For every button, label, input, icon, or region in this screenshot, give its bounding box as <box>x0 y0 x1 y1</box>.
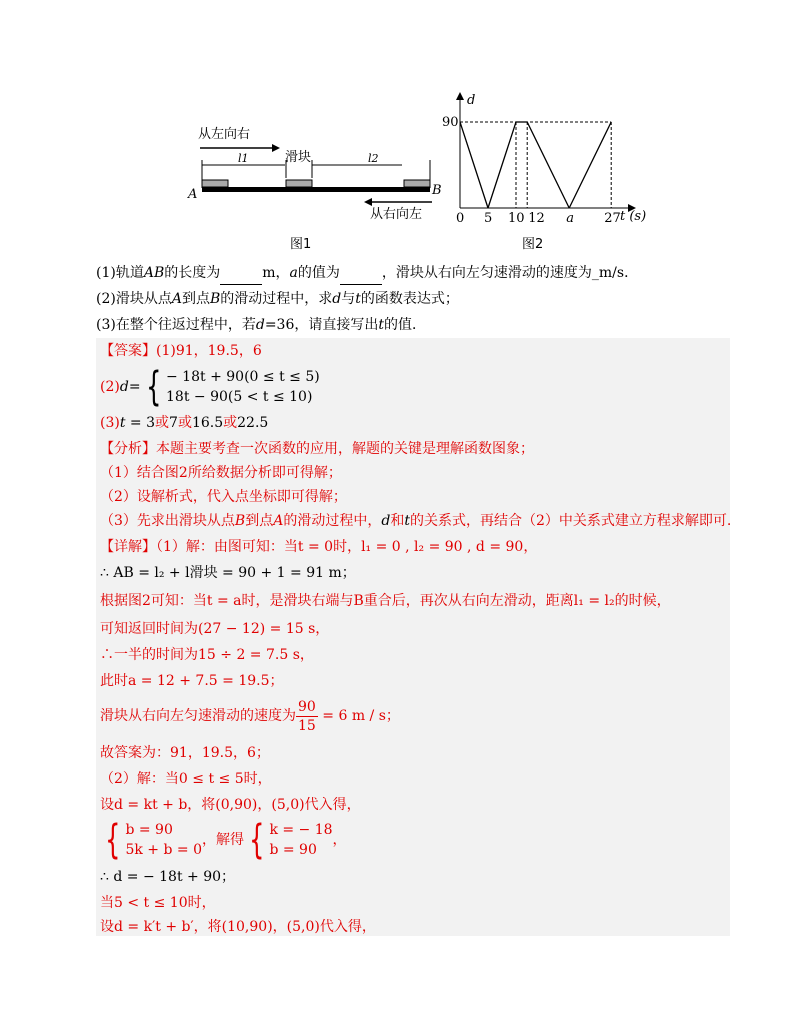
s3e: 的滑动过程中， <box>283 513 382 529</box>
q3-text-a: (3)在整个往返过程中，若 <box>96 317 256 333</box>
q3-t: t <box>378 317 384 333</box>
question-1 <box>96 262 638 285</box>
detail-7-suffix: = 6 m / s； <box>317 708 400 724</box>
answer-3-v3: 16.5 <box>191 415 224 431</box>
detail-label: 【详解】 <box>100 539 156 555</box>
y-axis-arrow <box>456 92 464 100</box>
q2-d: d <box>332 291 342 307</box>
detail-5: ∴一半的时间为15 ÷ 2 = 7.5 s， <box>100 647 314 663</box>
answer-line-2 <box>100 364 320 410</box>
q2-text-g: 与 <box>341 291 356 307</box>
answer-3-v2: 7 <box>169 415 178 431</box>
answer-3-prefix: (3) <box>100 415 120 431</box>
figure2-caption: 图2 <box>522 237 544 252</box>
detail-10: 设d = kt + b，将(0,90)，(5,0)代入得， <box>100 797 361 813</box>
block-left <box>202 180 228 187</box>
series-segment <box>460 122 488 208</box>
answer-3-eq: = 3 <box>125 415 156 431</box>
l1-label: l1 <box>238 152 249 165</box>
arrow-right-head <box>272 144 280 152</box>
detail-system <box>100 818 347 862</box>
series-segment <box>488 122 516 208</box>
detail-12: ∴ d = − 18t + 90； <box>100 869 236 885</box>
x-tick-label: 0 <box>456 211 465 226</box>
q1-a: a <box>289 265 298 281</box>
q1-text-f: 的值为 <box>297 265 340 281</box>
q1-blank-2 <box>340 262 382 285</box>
detail-6: 此时a = 12 + 7.5 = 19.5； <box>100 673 284 689</box>
point-a-label: A <box>188 187 198 202</box>
figure1-caption: 图1 <box>290 237 312 252</box>
q1-text-a: (1)轨道 <box>96 265 144 281</box>
arrow-bottom-label: 从右向左 <box>370 207 423 222</box>
sys-mid: ，解得 <box>201 832 244 848</box>
figures-svg <box>180 80 650 260</box>
speed-fraction <box>296 698 318 735</box>
s3i: 的关系式，再结合（2）中关系式建立方程求解即可. <box>409 513 732 529</box>
analysis-text: 本题主要考查一次函数的应用，解题的关键是理解函数图象； <box>156 441 534 457</box>
s3a: （3）先求出滑块从点 <box>100 513 235 529</box>
detail-8: 故答案为：91，19.5，6； <box>100 745 270 761</box>
sys2b: b = 90 <box>269 842 317 858</box>
figure-area <box>180 80 650 260</box>
detail-3: 根据图2可知：当t = a时，是滑块右端与B重合后，再次从右向左滑动，距离l₁ = l₂的时候， <box>100 593 671 609</box>
answer-panel <box>96 338 730 936</box>
figure1 <box>187 127 442 252</box>
answer-line-1 <box>100 340 262 362</box>
q2-a: A <box>171 291 182 307</box>
x-tick-label: a <box>566 211 574 226</box>
detail-line-1 <box>100 536 537 558</box>
x-tick-labels <box>456 211 621 226</box>
answer-3-t: t <box>119 415 126 431</box>
q3-d: d <box>255 317 265 333</box>
x-tick-label: 5 <box>484 211 493 226</box>
detail-14: 设d = k′t + b′，将(10,90)，(5,0)代入得， <box>100 919 376 935</box>
q3-text-c: =36，请直接写出 <box>264 317 379 333</box>
series-segment <box>569 122 611 208</box>
x-tick-label: 10 <box>508 211 525 226</box>
frac-den: 15 <box>298 717 316 734</box>
series-segment <box>527 122 569 208</box>
s3g: 和 <box>390 513 405 529</box>
piece-1: − 18t + 90(0 ≤ t ≤ 5) <box>166 369 320 385</box>
analysis-line <box>100 438 534 460</box>
answer-3-or-1: 或 <box>155 415 170 431</box>
sys-end: ， <box>332 832 347 848</box>
arrow-left-head <box>364 198 372 206</box>
answer-2-eq: = <box>128 379 141 395</box>
q1-text-c: 的长度为 <box>164 265 221 281</box>
s3b: B <box>234 513 246 529</box>
s3h: t <box>404 513 410 529</box>
q1-unit: m， <box>262 265 290 281</box>
block-right <box>404 180 430 187</box>
x-tick-label: 12 <box>528 211 545 226</box>
answer-2-prefix: (2) <box>100 379 120 395</box>
analysis-step-3 <box>100 510 731 532</box>
answer-label: 【答案】 <box>100 343 156 359</box>
s3d: A <box>273 513 284 529</box>
q1-ab: AB <box>143 265 165 281</box>
q1-blank-1 <box>220 262 262 285</box>
left-brace: { <box>145 364 161 410</box>
analysis-label: 【分析】 <box>100 441 156 457</box>
sys1a: b = 90 <box>125 822 173 838</box>
y-axis-label: d <box>467 93 476 108</box>
detail-9: （2）解：当0 ≤ t ≤ 5时， <box>100 771 272 787</box>
detail-4: 可知返回时间为(27 − 12) = 15 s， <box>100 621 330 637</box>
sys1b: 5k + b = 0 <box>125 842 202 858</box>
q2-t: t <box>355 291 361 307</box>
y-value-label: 90 <box>442 115 459 130</box>
question-3 <box>96 314 426 336</box>
answer-2-var: d <box>119 379 129 395</box>
detail-2: ∴ AB = l₂ + l滑块 = 90 + 1 = 91 m； <box>100 565 356 581</box>
slider-block <box>286 180 312 187</box>
answer-line-3 <box>100 412 268 434</box>
q1-text-g: ，滑块从右向左匀速滑动的速度为_m/s． <box>381 265 639 281</box>
detail-13: 当5 < t ≤ 10时， <box>100 895 216 911</box>
q2-text-c: 到点 <box>181 291 210 307</box>
detail-7 <box>100 696 400 736</box>
brace-2: { <box>249 817 265 863</box>
s3f: d <box>381 513 391 529</box>
arrow-top-label: 从左向右 <box>198 127 251 142</box>
q2-b: B <box>209 291 221 307</box>
x-axis-label: t (s) <box>620 209 647 224</box>
answer-3-v4: 22.5 <box>237 415 269 431</box>
x-tick-label: 27 <box>604 211 621 226</box>
chart-lines <box>460 122 611 208</box>
track-bar <box>202 187 430 192</box>
detail-1: （1）解：由图可知：当t = 0时，l₁ = 0 , l₂ = 90 , d = 90， <box>156 539 538 555</box>
detail-7-prefix: 滑块从右向左匀速滑动的速度为 <box>100 708 296 724</box>
q2-text-i: 的函数表达式； <box>360 291 459 307</box>
q3-text-e: 的值． <box>384 317 426 333</box>
analysis-step-1: （1）结合图2所给数据分析即可得解； <box>100 465 342 481</box>
piece-2: 18t − 90(5 < t ≤ 10) <box>166 389 313 405</box>
l2-label: l2 <box>368 152 379 165</box>
system-2 <box>269 820 332 860</box>
answer-3-or-3: 或 <box>223 415 238 431</box>
brace-1: { <box>105 817 121 863</box>
question-2 <box>96 288 459 310</box>
frac-num: 90 <box>298 698 316 715</box>
point-b-label: B <box>432 183 442 198</box>
q2-text-a: (2)滑块从点 <box>96 291 172 307</box>
sys2a: k = − 18 <box>269 822 333 838</box>
analysis-step-2: （2）设解析式，代入点坐标即可得解； <box>100 489 347 505</box>
answer-3-or-2: 或 <box>177 415 192 431</box>
system-1 <box>125 820 202 860</box>
figure2-chart <box>442 92 646 252</box>
q2-text-e: 的滑动过程中，求 <box>220 291 333 307</box>
slider-label: 滑块 <box>285 150 312 165</box>
answer-1: (1)91，19.5，6 <box>156 343 262 359</box>
s3c: 到点 <box>245 513 274 529</box>
piecewise-stack <box>166 367 320 407</box>
